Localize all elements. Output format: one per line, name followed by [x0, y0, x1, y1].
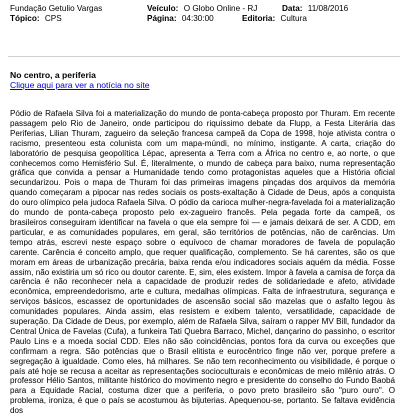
vehicle-label: Veículo: — [147, 4, 179, 13]
date-label: Data: — [282, 4, 303, 13]
source-name: Fundação Getulio Vargas — [10, 4, 103, 13]
section-value: Cultura — [280, 14, 307, 23]
date-value: 11/08/2016 — [307, 4, 349, 13]
header-section — [242, 14, 307, 23]
section-label: Editoria: — [242, 14, 276, 23]
header-source — [10, 4, 102, 13]
page-value: 04:30:00 — [181, 14, 214, 23]
vehicle-value: O Globo Online - RJ — [183, 4, 258, 13]
view-on-site-link[interactable]: Clique aqui para ver a notícia no site — [10, 80, 150, 90]
topic-label: Tópico: — [10, 14, 40, 23]
clipping-header — [0, 0, 403, 24]
page-label: Página: — [147, 14, 177, 23]
article-body: Pódio de Rafaela Silva foi a materialização do mundo de ponta-cabeça proposto por Thuram. Em recente passagem pelo Rio de Janeiro, onde participou do riquíssimo debate da Flupp, a Festa Literária das Periferias, Lilian Thuram, zagueiro da seleção francesa campeã da Copa de 1998, hoje ativista contra o racismo, presenteou esta colunista com um mapa-múndi, no mínimo, instigante. A carta, criação do laboratório de pesquisa geopolítica Lépac, apresenta a Terra com a África no centro e, ao norte, o que conhecemos como Hemisfério Sul. É, literalmente, o mundo de cabeça para baixo, numa representação gráfica que convida a pensar a Humanidade tendo como protagonistas aqueles que a História oficial secundarizou. Pois o mapa de Thuram foi das primeiras imagens pinçadas dos arquivos da memória quando começaram a pipocar nas redes sociais os posts-exaltação à Cidade de Deus, após a conquista do ouro olímpico pela judoca Rafaela Silva. O pódio da carioca mulher-negra-favelada foi a materialização do mundo de ponta-cabeça proposto pelo ex-zagueiro francês. Pela pegada forte da campeã, os brasileiros conseguiram identificar na favela o que ela sempre foi — e jamais deixará de ser. A CDD, em particular, e as comunidades populares, em geral, são territórios de potências, não de carências. Um tempo atrás, escrevi neste espaço sobre o equívoco de chamar moradores de favela de população carente. Carência é conceito amplo, que requer qualificação, complemento. Se há carentes, são os que moram em áreas de urbanização precária, baixa renda e/ou indicadores sociais aquém da média. Fosse assim, não existiria um só rico ou doutor carente. E, sim, eles existem. Impor à favela a camisa de força da carência é não reconhecer nela a capacidade de produzir redes de solidariedade e afeto, atividade econômica, empreendedorismo, arte e cultura, medalhas olímpicas. Falta de infraestrutura, segurança e serviços básicos, escassez de oportunidades de ascensão social são mazelas que o asfalto legou às comunidades populares. Ainda assim, elas resistem e exibem talento, versatilidade, capacidade de superação. Da Cidade de Deus, por exemplo, além de Rafaela Silva, saíram o rapper MV Bill, fundador da Central Única de Favelas (Cufa), a funkeira Tati Quebra Barraco, Michel, dançarino do passinho, o escritor Paulo Lins e a moeda social CDD. Eles não são coincidências, pontos fora da curva ou exceções que confirmam a regra. São potências que o Brasil elitista e eurocêntrico finge não ver, porque prefere a segregação à igualdade. Como eles, há milhares. Se não tem reconhecimento ou visibilidade, é porque o país até hoje se recusa a aceitar as representações socioculturais e econômicas de meio milênio atrás. O professor Hélio Santos, militante histórico do movimento negro e presidente do conselho do Fundo Baobá para a Equidade Racial, costuma dizer que a periferia, o povo preto brasileiro são "puro ouro". O problema, ironiza, é que o país se acostumou às bijuterias. Apequenou-se, portanto. Se faltava evidência dos — [10, 109, 395, 416]
header-topic — [10, 14, 62, 23]
header-vehicle — [147, 4, 257, 13]
header-separator — [8, 56, 400, 57]
header-page — [147, 14, 214, 23]
header-date — [282, 4, 348, 13]
article-title: No centro, a periferia — [10, 70, 96, 80]
topic-value: CPS — [44, 14, 62, 23]
